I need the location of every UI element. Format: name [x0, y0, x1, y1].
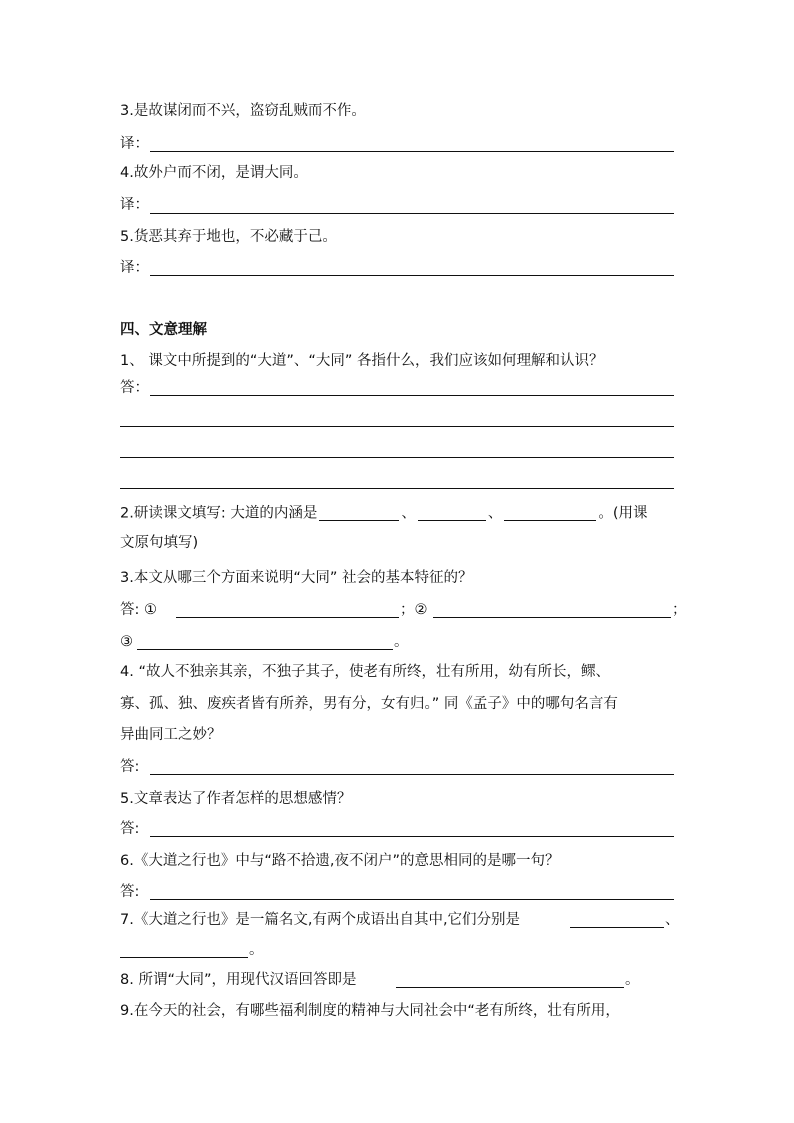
- q2-text-a: 2.研读课文填写: 大道的内涵是: [120, 505, 318, 522]
- answer-line-1c[interactable]: [120, 457, 674, 458]
- comp-question-4-l1: 4. “故人不独亲其亲，不独子其子，使老有所终，壮有所用，幼有所长，鳏、: [120, 664, 610, 680]
- q3-sep-3: ；: [672, 602, 687, 618]
- answer-line-q4[interactable]: [150, 774, 674, 775]
- q7-sep: 、: [665, 912, 680, 928]
- q3-circle-3: ③: [120, 634, 133, 650]
- answer-line-3[interactable]: [150, 151, 674, 152]
- comp-question-9: 9.在今天的社会，有哪些福利制度的精神与大同社会中“老有所终，壮有所用，: [120, 1003, 620, 1019]
- answer-line-5[interactable]: [150, 275, 674, 276]
- answer-line-q5[interactable]: [150, 836, 674, 837]
- q8-blank[interactable]: [396, 987, 624, 988]
- answer-label-6: 答:: [120, 884, 140, 900]
- comp-question-1: 1、 课文中所提到的“大道”、“大同” 各指什么，我们应该如何理解和认识？: [120, 353, 604, 369]
- q2-sep-1: 、: [401, 505, 416, 522]
- comp-question-2: [120, 506, 648, 521]
- q3-end: 。: [394, 634, 409, 650]
- q2-blank-2[interactable]: [418, 506, 486, 521]
- q7-blank-1[interactable]: [570, 927, 664, 928]
- question-3-text: 3.是故谋闭而不兴，盗窃乱贼而不作。: [120, 103, 366, 119]
- translation-label-3: 译：: [120, 136, 149, 152]
- comp-question-5: 5.文章表达了作者怎样的思想感情？: [120, 791, 352, 807]
- comp-question-2-cont: 文原句填写): [120, 535, 199, 551]
- answer-label-4: 答:: [120, 759, 140, 775]
- q3-sep-2: ；②: [400, 602, 428, 618]
- question-4-text: 4.故外户而不闭，是谓大同。: [120, 165, 308, 181]
- q3-answer-label: 答: ①: [120, 602, 157, 618]
- answer-line-1b[interactable]: [120, 426, 674, 427]
- q8-end: 。: [625, 972, 640, 988]
- translation-label-5: 译：: [120, 260, 149, 276]
- answer-line-4[interactable]: [150, 213, 674, 214]
- q3-blank-3[interactable]: [137, 649, 393, 650]
- comp-question-6: 6.《大道之行也》中与“路不拾遗,夜不闭户”的意思相同的是哪一句？: [120, 853, 560, 869]
- q7-blank-2[interactable]: [120, 957, 248, 958]
- comp-question-4-l2: 寡、孤、独、废疾者皆有所养，男有分，女有归。” 同《孟子》中的哪句名言有: [120, 696, 618, 712]
- q3-blank-1[interactable]: [176, 617, 399, 618]
- question-5-text: 5.货恶其弃于地也，不必藏于己。: [120, 229, 337, 245]
- q7-end: 。: [249, 942, 264, 958]
- comp-question-7: 7.《大道之行也》是一篇名文,有两个成语出自其中,它们分别是: [120, 912, 521, 928]
- answer-label-5: 答:: [120, 821, 140, 837]
- q2-blank-3[interactable]: [504, 506, 596, 521]
- answer-line-q6[interactable]: [150, 899, 674, 900]
- answer-label-1: 答：: [120, 380, 149, 396]
- q2-sep-2: 、: [487, 505, 503, 522]
- answer-line-1d[interactable]: [120, 488, 674, 489]
- section-heading: 四、文意理解: [120, 322, 207, 338]
- translation-label-4: 译：: [120, 197, 149, 213]
- comp-question-3: 3.本文从哪三个方面来说明“大同” 社会的基本特征的？: [120, 570, 473, 586]
- answer-line-1a[interactable]: [150, 395, 674, 396]
- q2-blank-1[interactable]: [319, 506, 399, 521]
- comp-question-4-l3: 异曲同工之妙？: [120, 727, 222, 743]
- comp-question-8: 8. 所谓“大同”，用现代汉语回答即是: [120, 972, 357, 988]
- q2-text-d: 。(用课: [598, 505, 648, 522]
- q3-blank-2[interactable]: [433, 617, 671, 618]
